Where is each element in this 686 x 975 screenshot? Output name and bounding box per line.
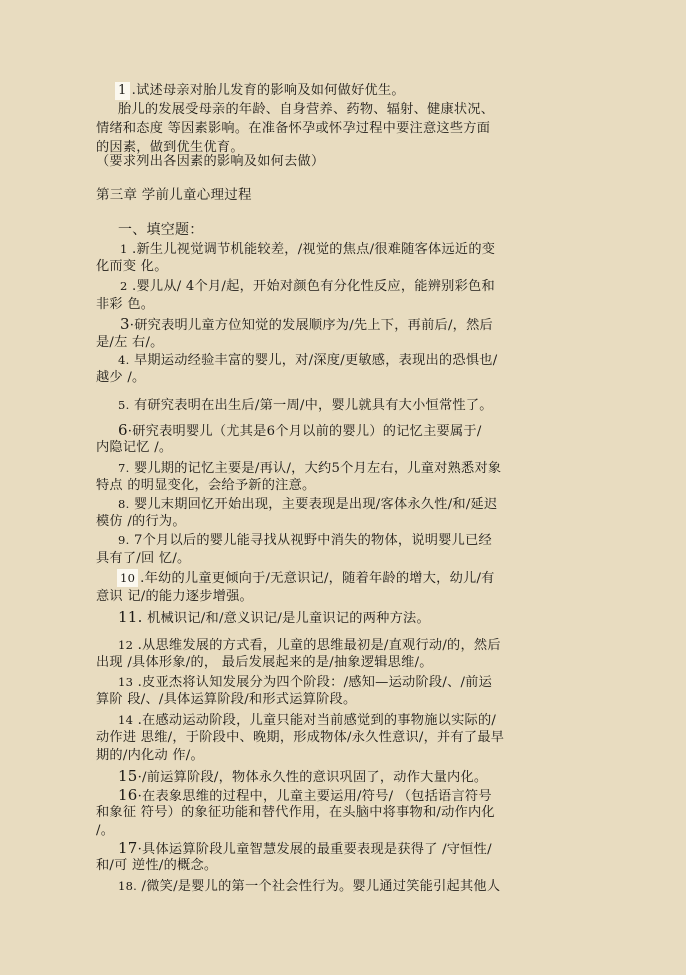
item-number: 4. [118,353,130,367]
item-number: 1 [120,242,128,256]
item-continuation: 化而变 化。 [96,259,168,274]
item-text: 有研究表明在出生后/第一周/中，婴儿就具有大小恒常性了。 [133,398,493,413]
item-continuation: /。 [96,823,115,838]
item-number: 13 [118,675,134,689]
item-number: 6 [118,421,128,439]
question-1-body-line: 情绪和态度 等因素影响。在准备怀孕或怀孕过程中要注意这些方面 [96,121,491,136]
item-continuation: 算阶 段/、/具体运算阶段/和形式运算阶段。 [96,692,357,707]
item-text: .年幼的儿童更倾向于/无意识记/，随着年龄的增大，幼儿/有 [140,571,495,586]
item-text: ·/前运算阶段/，物体永久性的意识巩固了，动作大量内化。 [137,770,488,785]
item-continuation: 非彩 色。 [96,297,155,312]
item-continuation: 期的/内化动 作/。 [96,748,204,763]
list-item [117,569,495,588]
item-continuation: 意识 记/的能力逐步增强。 [96,589,253,604]
item-text: .在感动运动阶段，儿童只能对当前感觉到的事物施以实际的/ [137,713,497,728]
item-text: .从思维发展的方式看，儿童的思维最初是/直观行动/的，然后 [137,638,501,653]
question-1-title [115,82,405,100]
item-continuation: 越少 /。 [96,370,146,385]
item-text: .婴儿从/ 4个月/起，开始对颜色有分化性反应，能辨别彩色和 [132,279,495,294]
item-text: ·研究表明婴儿（尤其是6个月以前的婴儿）的记忆主要属于/ [127,424,482,439]
item-continuation: 和象征 符号）的象征功能和替代作用，在头脑中将事物和/动作内化 [96,805,495,820]
item-text: .皮亚杰将认知发展分为四个阶段：/感知—运动阶段/、/前运 [137,675,493,690]
list-item [118,608,430,628]
list-item [120,240,495,259]
item-text: 7个月以后的婴儿能寻找从视野中消失的物体，说明婴儿已经 [133,533,492,548]
item-continuation: 特点 的明显变化，会给予新的注意。 [96,478,316,493]
item-continuation: 模仿 /的行为。 [96,514,186,529]
item-number: 5. [118,398,130,412]
list-item [118,673,492,692]
item-number: 17 [118,839,138,857]
item-number: 12 [118,638,134,652]
item-text: ·研究表明儿童方位知觉的发展顺序为/先上下，再前后/，然后 [129,318,493,333]
item-continuation: 动作进 思维/，于阶段中、晚期，形成物体/永久性意识/，并有了最早 [96,730,505,745]
item-text: 机械识记/和/意义识记/是儿童识记的两种方法。 [147,611,430,626]
list-item [118,786,492,806]
item-number: 9. [118,533,130,547]
item-number: 18. [118,879,138,893]
item-continuation: 具有了/回 忆/。 [96,551,191,566]
item-text: 婴儿期的记忆主要是/再认/，大约5个月左右，儿童对熟悉对象 [133,461,502,476]
list-item [118,351,497,370]
list-item [118,767,487,787]
list-item [118,421,482,441]
item-text: ·具体运算阶段儿童智慧发展的最重要表现是获得了 /守恒性/ [137,842,492,857]
list-item [118,396,493,415]
question-1-body-line: 的因素，做到优生优育。 [96,140,244,155]
list-item [118,636,501,655]
item-number: 3 [120,315,130,333]
item-continuation: 和/可 逆性/的概念。 [96,858,218,873]
list-item [118,459,501,478]
list-item [120,277,495,296]
item-number: 11. [118,608,143,626]
item-number: 8. [118,497,130,511]
list-item [118,877,500,896]
item-number: 2 [120,279,128,293]
item-text: 早期运动经验丰富的婴儿，对/深度/更敏感，表现出的恐惧也/ [133,353,498,368]
item-continuation: 内隐记忆 /。 [96,440,173,455]
question-1-note: （要求列出各因素的影响及如何去做） [96,154,325,169]
chapter-title: 第三章 学前儿童心理过程 [96,187,252,203]
question-number: 1 [115,82,130,100]
list-item [118,711,496,730]
item-continuation: 是/左 右/。 [96,335,164,350]
item-number: 10 [117,569,138,587]
item-text: .新生儿视觉调节机能较差，/视觉的焦点/很难随客体远近的变 [132,242,496,257]
item-number: 7. [118,461,130,475]
list-item [118,495,497,514]
question-1-body-line: 胎儿的发展受母亲的年龄、自身营养、药物、辐射、健康状况、 [118,102,495,117]
list-item [118,839,492,859]
item-text: 婴儿末期回忆开始出现，主要表现是出现/客体永久性/和/延迟 [133,497,498,512]
question-text: .试述母亲对胎儿发育的影响及如何做好优生。 [131,83,405,98]
item-text: /微笑/是婴儿的第一个社会性行为。婴儿通过笑能引起其他人 [141,879,501,894]
list-item [118,531,492,550]
item-number: 16 [118,786,138,804]
section-title: 一、填空题： [118,222,204,238]
item-continuation: 出现 /具体形象/的， 最后发展起来的是/抽象逻辑思维/。 [96,655,433,670]
item-text: ·在表象思维的过程中，儿童主要运用/符号/ （包括语言符号 [137,789,492,804]
item-number: 15 [118,767,138,785]
item-number: 14 [118,713,134,727]
list-item [120,315,493,335]
